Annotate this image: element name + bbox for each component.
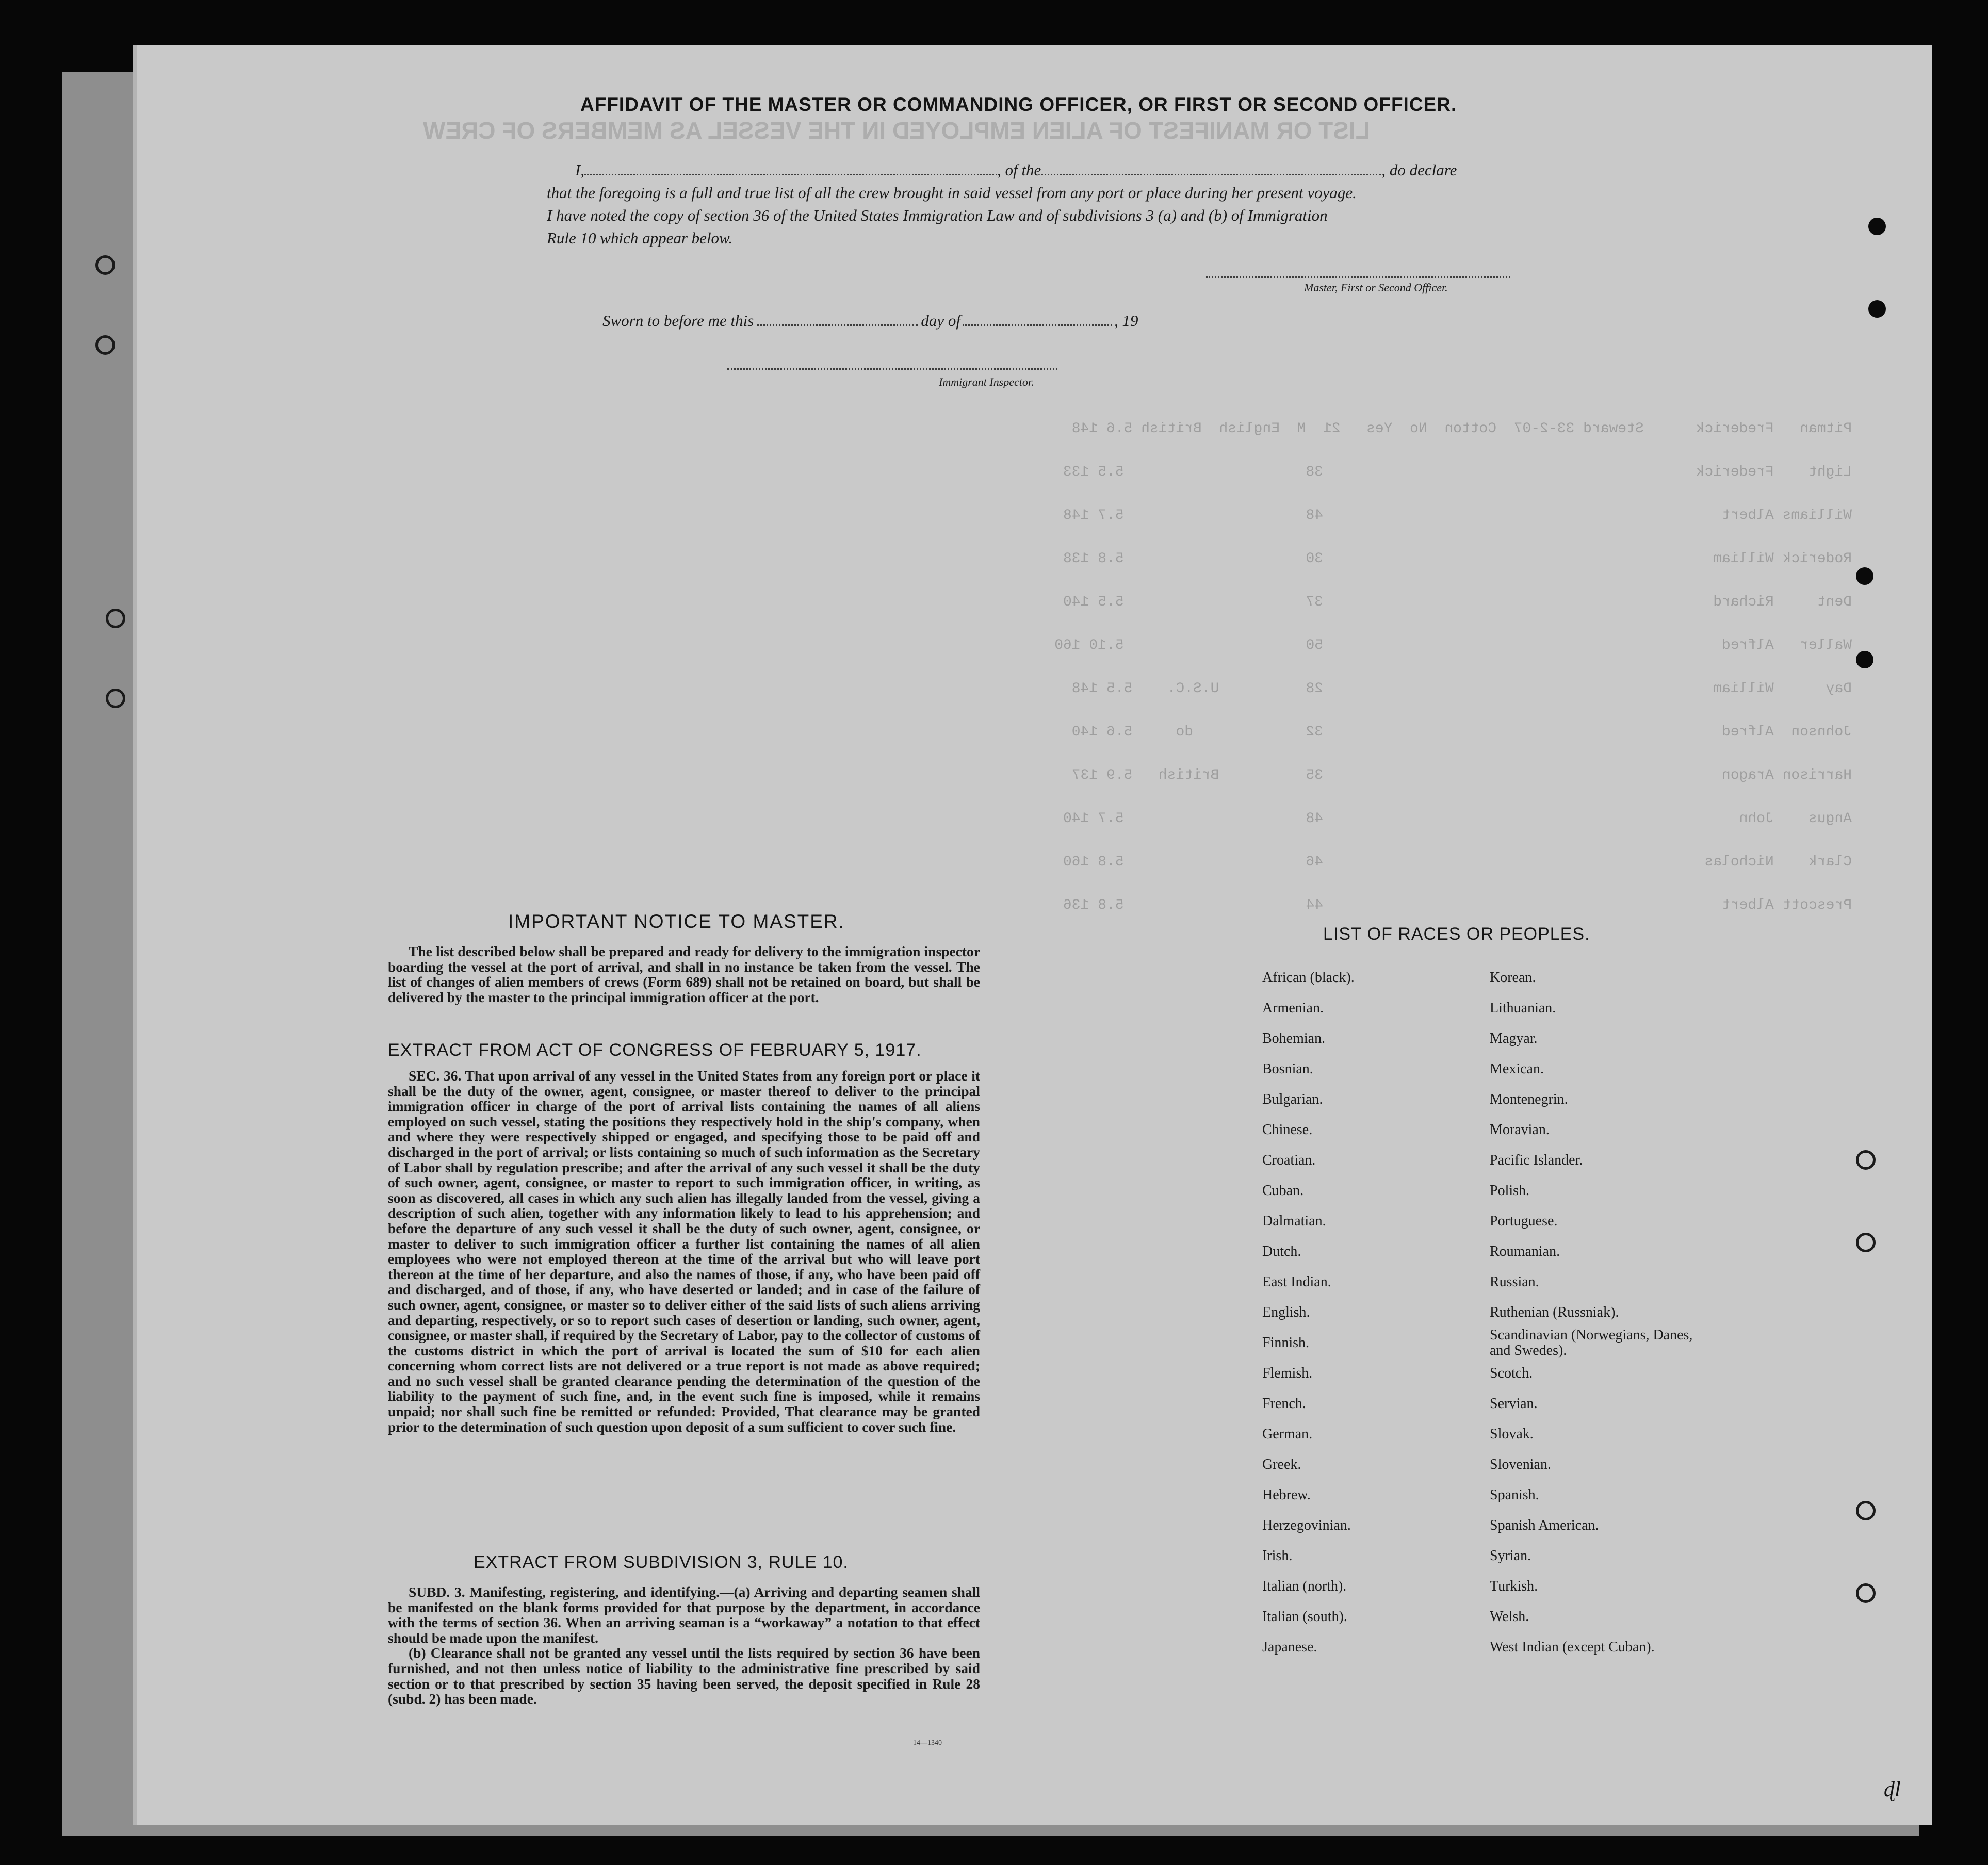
act-extract-text <box>388 1068 980 1434</box>
subdivision-b-paragraph: (b) Clearance shall not be granted any vessel until the lists required by section 36 have been furnished, and not then unless notice of liability to the administrative fine prescribed by said section or to that prescribed by section 35 having been served, the deposit specified in Rule 28 (subd. 2) has been made. <box>388 1645 980 1707</box>
race-item: Greek. <box>1262 1457 1301 1473</box>
race-item: Korean. <box>1490 970 1536 986</box>
race-item: French. <box>1262 1396 1306 1412</box>
race-item: English. <box>1262 1304 1310 1320</box>
race-item: Roumanian. <box>1490 1244 1560 1259</box>
race-item: Portuguese. <box>1490 1213 1558 1229</box>
race-item: Italian (south). <box>1262 1609 1347 1625</box>
sworn-label: Sworn to before me this <box>602 312 754 330</box>
inspector-signature-line[interactable] <box>727 368 1057 370</box>
day-of-label: day of <box>921 312 960 330</box>
race-item: Bosnian. <box>1262 1061 1313 1077</box>
subdivision-a-paragraph: SUBD. 3. Manifesting, registering, and identifying.—(a) Arriving and departing seamen shall be manifested on the blank forms provided for that purpose by the department, in accordance with the terms of section 36. When an arriving seaman is a “workaway” a notation to that effect should be made upon the manifest. <box>388 1584 980 1646</box>
master-signature-label: Master, First or Second Officer. <box>1304 281 1448 294</box>
race-item: Syrian. <box>1490 1548 1531 1564</box>
act-extract-title: EXTRACT FROM ACT OF CONGRESS OF FEBRUARY 5, 1917. <box>388 1040 922 1060</box>
race-item: Chinese. <box>1262 1122 1313 1138</box>
races-left-column <box>1262 962 1355 1662</box>
binder-hole <box>1856 567 1873 585</box>
race-item: Slovenian. <box>1490 1457 1551 1473</box>
race-item: Flemish. <box>1262 1365 1313 1381</box>
race-item: Mexican. <box>1490 1061 1544 1077</box>
binder-hole <box>1856 651 1873 668</box>
race-item: Dalmatian. <box>1262 1213 1326 1229</box>
race-item: Polish. <box>1490 1183 1530 1199</box>
race-item: Irish. <box>1262 1548 1293 1564</box>
race-item: Italian (north). <box>1262 1578 1347 1594</box>
binder-hole <box>106 689 125 708</box>
form-number: 14—1340 <box>913 1739 942 1747</box>
race-item: Moravian. <box>1490 1122 1550 1138</box>
binder-hole <box>1856 1233 1876 1252</box>
binder-hole <box>95 335 115 355</box>
affidavit-line-4: Rule 10 which appear below. <box>547 229 733 247</box>
race-item: Armenian. <box>1262 1000 1324 1016</box>
rule-extract-title: EXTRACT FROM SUBDIVISION 3, RULE 10. <box>474 1552 849 1572</box>
notice-text <box>388 944 980 1005</box>
affidavit-line-2: that the foregoing is a full and true list of all the crew brought in said vessel from any port or place during her present voyage. <box>547 184 1357 202</box>
year-label: , 19 <box>1114 312 1138 330</box>
sworn-line <box>602 312 1138 330</box>
race-item: Turkish. <box>1490 1578 1538 1594</box>
race-item: Spanish American. <box>1490 1517 1599 1533</box>
section-36-paragraph: SEC. 36. That upon arrival of any vessel in the United States from any foreign port or place it shall be the duty of the owner, agent, consignee, or master thereof to deliver to the principal immigration officer in charge of the port of arrival lists containing the names of all aliens employed on such vessel, stating the positions they respectively hold in the ship's company, when and where they were respectively shipped or engaged, and specifying those to be paid off and discharged in the port of arrival; or lists containing so much of such information as the Secretary of Labor shall by regulation prescribe; and after the arrival of any such vessel it shall be the duty of such owner, agent, consignee, or master to report to such immigration officer, in writing, as soon as discovered, all cases in which any such alien has illegally landed from the vessel, giving a description of such alien, together with any information likely to lead to his apprehension; and before the departure of any such vessel it shall be the duty of such owner, agent, consignee, or master to deliver to such immigration officer a further list containing the names of all alien employees who were not employed thereon at the time of the arrival but who will leave port thereon at the time of her departure, and also the names of those, if any, who have been paid off and discharged, and of those, if any, who have deserted or landed; and in case of the failure of such owner, agent, consignee, or master so to deliver either of the said lists of such aliens arriving and departing, respectively, or so to report such cases of desertion or landing, such owner, agent, consignee, or master shall, if required by the Secretary of Labor, pay to the collector of customs of the customs district in which the port of arrival is located the sum of $10 for each alien concerning whom correct lists are not delivered or a true report is not made as above required; and no such vessel shall be granted clearance pending the determination of the question of the liability to the payment of such fine, and, in the event such fine is imposed, while it remains unpaid; nor shall such fine be remitted or refunded: Provided, That clearance may be granted prior to the determination of such question upon deposit of a sum sufficient to cover such fine. <box>388 1068 980 1435</box>
name-blank[interactable] <box>584 174 997 175</box>
race-item: Scotch. <box>1490 1365 1533 1381</box>
race-item: Croatian. <box>1262 1152 1316 1168</box>
race-item: Slovak. <box>1490 1426 1534 1442</box>
race-item: Spanish. <box>1490 1487 1539 1503</box>
race-item: Montenegrin. <box>1490 1091 1568 1107</box>
master-signature-line[interactable] <box>1206 276 1510 278</box>
bleed-through-rows: Pitman Frederick Steward 33-2-07 Cotton No Yes 21 M English British 5.6 148 Light Frederick 38 5.5 133 Williams Albert 48 5.7 148 Roderick William 30 5.8 138 Dent Richard 37 5.5 140 Waller Alfred 50 5.10 160 Day William 28 U.S.C. 5.5 148 Johnson Alfred 32 do 5.6 140 Harrison Aragon 35 British 5.9 137 Angus John 48 5.7 140 Clark Nicholas 46 5.8 160 Prescott Albert 44 5.8 136 <box>1054 421 1852 913</box>
race-item: Cuban. <box>1262 1183 1304 1199</box>
race-item: African (black). <box>1262 970 1355 986</box>
race-item: Herzegovinian. <box>1262 1517 1351 1533</box>
binder-hole <box>1868 218 1886 235</box>
race-item: Ruthenian (Russniak). <box>1490 1304 1619 1320</box>
binder-hole <box>1856 1583 1876 1603</box>
race-item: Servian. <box>1490 1396 1538 1412</box>
affidavit-title: AFFIDAVIT OF THE MASTER OR COMMANDING OFFICER, OR FIRST OR SECOND OFFICER. <box>580 94 1457 115</box>
race-item: Russian. <box>1490 1274 1539 1290</box>
affidavit-i-label: I, <box>575 161 585 179</box>
races-title: LIST OF RACES OR PEOPLES. <box>1323 924 1590 944</box>
race-item: West Indian (except Cuban). <box>1490 1639 1655 1655</box>
notice-paragraph: The list described below shall be prepared and ready for delivery to the immigration inspector boarding the vessel at the port of arrival, and shall in no instance be taken from the vessel. The list of changes of alien members of crews (Form 689) shall not be retained on board, but shall be delivered by the master to the principal immigration officer at the port. <box>388 943 980 1005</box>
affidavit-of-label: , of the <box>997 161 1041 179</box>
race-item: Dutch. <box>1262 1244 1301 1259</box>
vessel-blank[interactable] <box>1041 174 1381 175</box>
race-item: Pacific Islander. <box>1490 1152 1583 1168</box>
race-item: Finnish. <box>1262 1335 1310 1351</box>
binder-hole <box>1856 1501 1876 1520</box>
race-item: Scandinavian (Norwegians, Danes, and Swedes). <box>1490 1327 1693 1359</box>
affidavit-declaration-line <box>575 161 1457 179</box>
binder-hole <box>1856 1150 1876 1170</box>
race-item: Magyar. <box>1490 1030 1538 1046</box>
affidavit-declare-label: , do declare <box>1381 161 1457 179</box>
race-item: Bulgarian. <box>1262 1091 1323 1107</box>
sworn-day-blank[interactable] <box>757 324 918 326</box>
binder-hole <box>106 609 125 628</box>
race-item: Bohemian. <box>1262 1030 1326 1046</box>
races-right-column <box>1490 962 1706 1662</box>
race-item: Lithuanian. <box>1490 1000 1556 1016</box>
race-item: Hebrew. <box>1262 1487 1311 1503</box>
binder-hole <box>95 255 115 275</box>
race-item: German. <box>1262 1426 1313 1442</box>
race-item: Welsh. <box>1490 1609 1529 1625</box>
affidavit-line-3: I have noted the copy of section 36 of the United States Immigration Law and of subdivisions 3 (a) and (b) of Immigration <box>547 206 1328 224</box>
race-item: Japanese. <box>1262 1639 1317 1655</box>
handwritten-mark-icon: ɖl <box>1884 1778 1901 1802</box>
notice-title: IMPORTANT NOTICE TO MASTER. <box>508 911 845 932</box>
sworn-month-blank[interactable] <box>963 324 1112 326</box>
inspector-signature-label: Immigrant Inspector. <box>939 375 1034 388</box>
rule-extract-text <box>388 1584 980 1707</box>
binder-hole <box>1868 300 1886 318</box>
race-item: East Indian. <box>1262 1274 1331 1290</box>
bleed-through-heading: LIST OR MANIFEST OF ALIEN EMPLOYED IN THE VESSEL AS MEMBERS OF CREW <box>423 117 1370 144</box>
